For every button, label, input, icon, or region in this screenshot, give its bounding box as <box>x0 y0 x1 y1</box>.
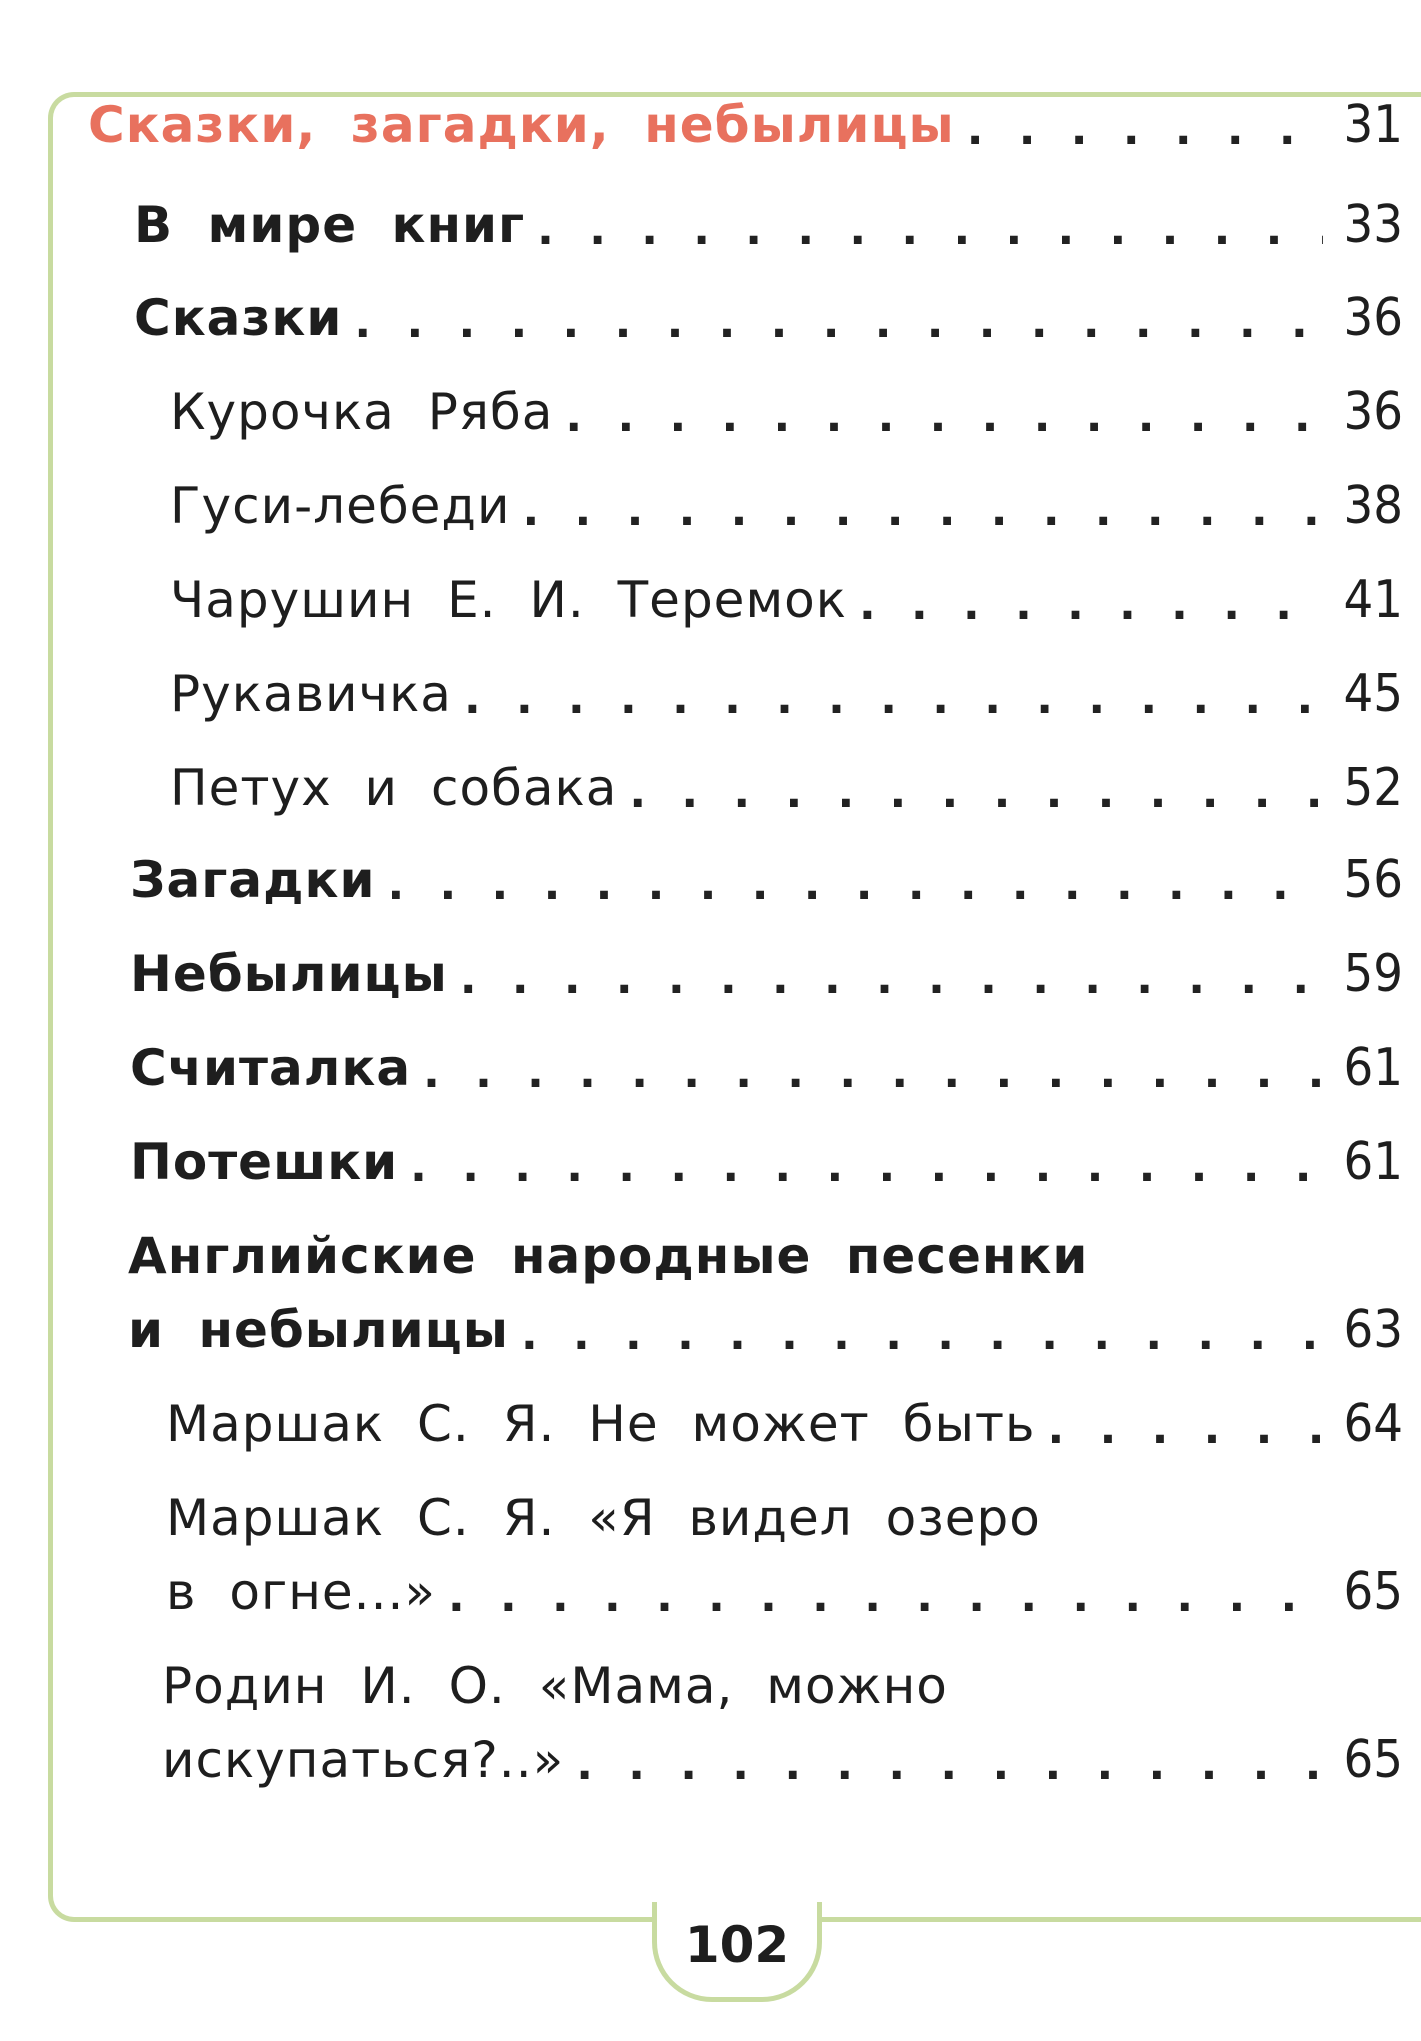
toc-page-number: 63 <box>1343 1300 1403 1360</box>
toc-page-number: 61 <box>1343 1132 1403 1192</box>
toc-entry-title: Потешки <box>130 1133 399 1191</box>
toc-entry-title: В мире книг <box>134 196 526 254</box>
toc-entry-title: Петух и собака <box>170 759 618 817</box>
toc-entry-title-cont: и небылицы <box>128 1301 509 1359</box>
toc-entry-title: Родин И. О. «Мама, можно <box>162 1657 948 1715</box>
toc-entry-title: Английские народные песенки <box>128 1227 1089 1285</box>
toc-entry-title: Курочка Ряба <box>170 383 554 441</box>
leader-dots <box>410 1132 1323 1202</box>
toc-page-number: 31 <box>1343 95 1403 155</box>
toc-entry-title: Гуси-лебеди <box>170 477 511 535</box>
leader-dots <box>448 1562 1323 1632</box>
leader-dots <box>464 664 1323 734</box>
toc-entry-title: Рукавичка <box>170 665 452 723</box>
page-number: 102 <box>652 1902 822 2002</box>
toc-page-number: 56 <box>1343 850 1403 910</box>
toc-page-number: 33 <box>1343 195 1403 255</box>
toc-page-number: 65 <box>1343 1730 1403 1790</box>
leader-dots <box>387 850 1323 920</box>
toc-entry-title: Загадки <box>130 851 376 909</box>
toc-page-number: 52 <box>1343 758 1403 818</box>
toc-page-number: 61 <box>1343 1038 1403 1098</box>
toc-entry-title-cont: в огне...» <box>166 1563 436 1621</box>
leader-dots <box>354 288 1323 358</box>
toc-page-number: 64 <box>1343 1394 1403 1454</box>
leader-dots <box>523 476 1324 546</box>
toc-page-number: 36 <box>1343 288 1403 348</box>
toc-entry-title: Маршак С. Я. «Я видел озеро <box>166 1489 1041 1547</box>
toc-page-number: 59 <box>1343 944 1403 1004</box>
leader-dots <box>576 1730 1323 1800</box>
leader-dots <box>460 944 1323 1014</box>
toc-page-number: 65 <box>1343 1562 1403 1622</box>
leader-dots <box>565 382 1323 452</box>
leader-dots <box>537 195 1323 265</box>
toc-page-number: 36 <box>1343 382 1403 442</box>
toc-page-number: 45 <box>1343 664 1403 724</box>
toc-page-number: 38 <box>1343 476 1403 536</box>
toc-entry-title: Чарушин Е. И. Теремок <box>170 571 847 629</box>
toc-entry-title: Маршак С. Я. Не может быть <box>166 1395 1036 1453</box>
toc-entry-title: Сказки, загадки, небылицы <box>88 96 955 154</box>
toc-page-number: 41 <box>1343 570 1403 630</box>
leader-dots <box>1048 1394 1323 1464</box>
leader-dots <box>521 1300 1323 1370</box>
leader-dots <box>859 570 1323 640</box>
toc-entry-title: Сказки <box>134 289 343 347</box>
toc-entry-title-cont: искупаться?..» <box>162 1731 565 1789</box>
toc-entry-title: Небылицы <box>130 945 448 1003</box>
leader-dots <box>629 758 1323 828</box>
leader-dots <box>423 1038 1323 1108</box>
leader-dots <box>967 95 1323 165</box>
toc-entry-title: Считалка <box>130 1039 412 1097</box>
